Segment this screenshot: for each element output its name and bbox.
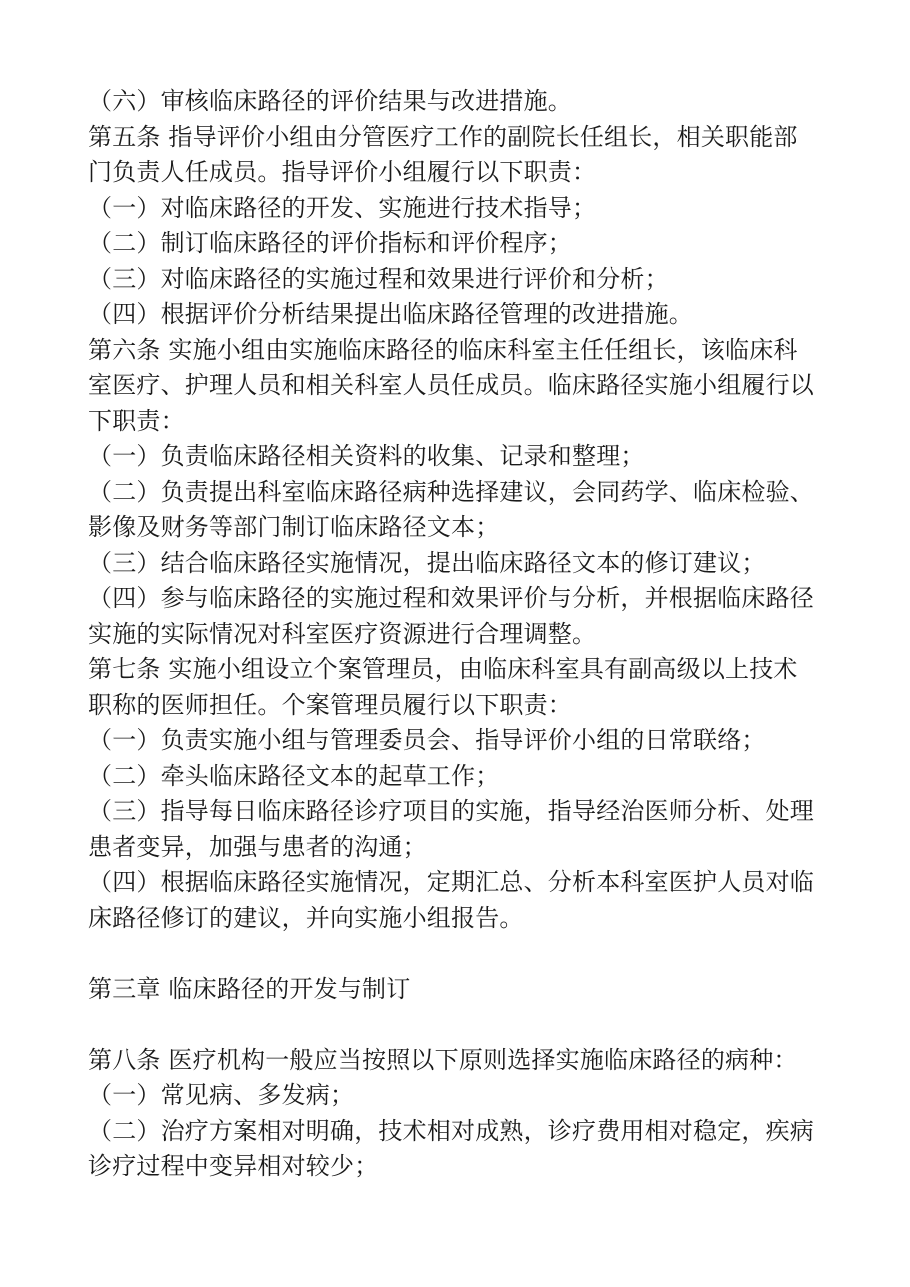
list-item: （一）负责实施小组与管理委员会、指导评价小组的日常联络； <box>88 726 766 754</box>
article-line: 第八条 医疗机构一般应当按照以下原则选择实施临床路径的病种： <box>88 1045 798 1074</box>
list-item: （一）对临床路径的开发、实施进行技术指导； <box>88 193 597 222</box>
paragraph-spacer <box>88 936 828 972</box>
list-item-continuation: 患者变异，加强与患者的沟通； <box>88 832 427 861</box>
list-item: （二）治疗方案相对明确，技术相对成熟，诊疗费用相对稳定，疾病 <box>88 1116 814 1145</box>
list-item: （三）结合临床路径实施情况，提出临床路径文本的修订建议； <box>88 548 766 577</box>
list-item-continuation: 诊疗过程中变异相对较少； <box>88 1152 379 1180</box>
list-item: （六）审核临床路径的评价结果与改进措施。 <box>88 87 572 115</box>
article-line: 第七条 实施小组设立个案管理员，由临床科室具有副高级以上技术 <box>88 655 798 683</box>
list-item: （四）根据临床路径实施情况，定期汇总、分析本科室医护人员对临 <box>88 868 814 896</box>
article-line: 下职责： <box>88 406 185 435</box>
list-item: （四）参与临床路径的实施过程和效果评价与分析，并根据临床路径 <box>88 584 814 612</box>
document-body <box>88 84 828 1185</box>
article-line: 第六条 实施小组由实施临床路径的临床科室主任任组长，该临床科 <box>88 335 798 364</box>
article-line: 第五条 指导评价小组由分管医疗工作的副院长任组长，相关职能部 <box>88 122 798 151</box>
list-item: （一）常见病、多发病； <box>88 1081 355 1109</box>
list-item: （四）根据评价分析结果提出临床路径管理的改进措施。 <box>88 300 693 328</box>
list-item: （二）负责提出科室临床路径病种选择建议，会同药学、临床检验、 <box>88 477 814 506</box>
paragraph-spacer <box>88 1007 828 1043</box>
list-item: （一）负责临床路径相关资料的收集、记录和整理； <box>88 442 645 470</box>
article-line: 职称的医师担任。个案管理员履行以下职责： <box>88 690 572 719</box>
list-item: （三）对临床路径的实施过程和效果进行评价和分析； <box>88 264 669 293</box>
article-line: 室医疗、护理人员和相关科室人员任成员。临床路径实施小组履行以 <box>88 371 814 399</box>
list-item-continuation: 床路径修订的建议，并向实施小组报告。 <box>88 903 524 932</box>
article-line: 门负责人任成员。指导评价小组履行以下职责： <box>88 158 597 186</box>
list-item: （二）制订临床路径的评价指标和评价程序； <box>88 229 572 257</box>
chapter-heading: 第三章 临床路径的开发与制订 <box>88 974 411 1003</box>
list-item: （二）牵头临床路径文本的起草工作； <box>88 761 500 790</box>
list-item-continuation: 影像及财务等部门制订临床路径文本； <box>88 513 500 541</box>
list-item-continuation: 实施的实际情况对科室医疗资源进行合理调整。 <box>88 619 597 648</box>
list-item: （三）指导每日临床路径诊疗项目的实施，指导经治医师分析、处理 <box>88 797 814 825</box>
